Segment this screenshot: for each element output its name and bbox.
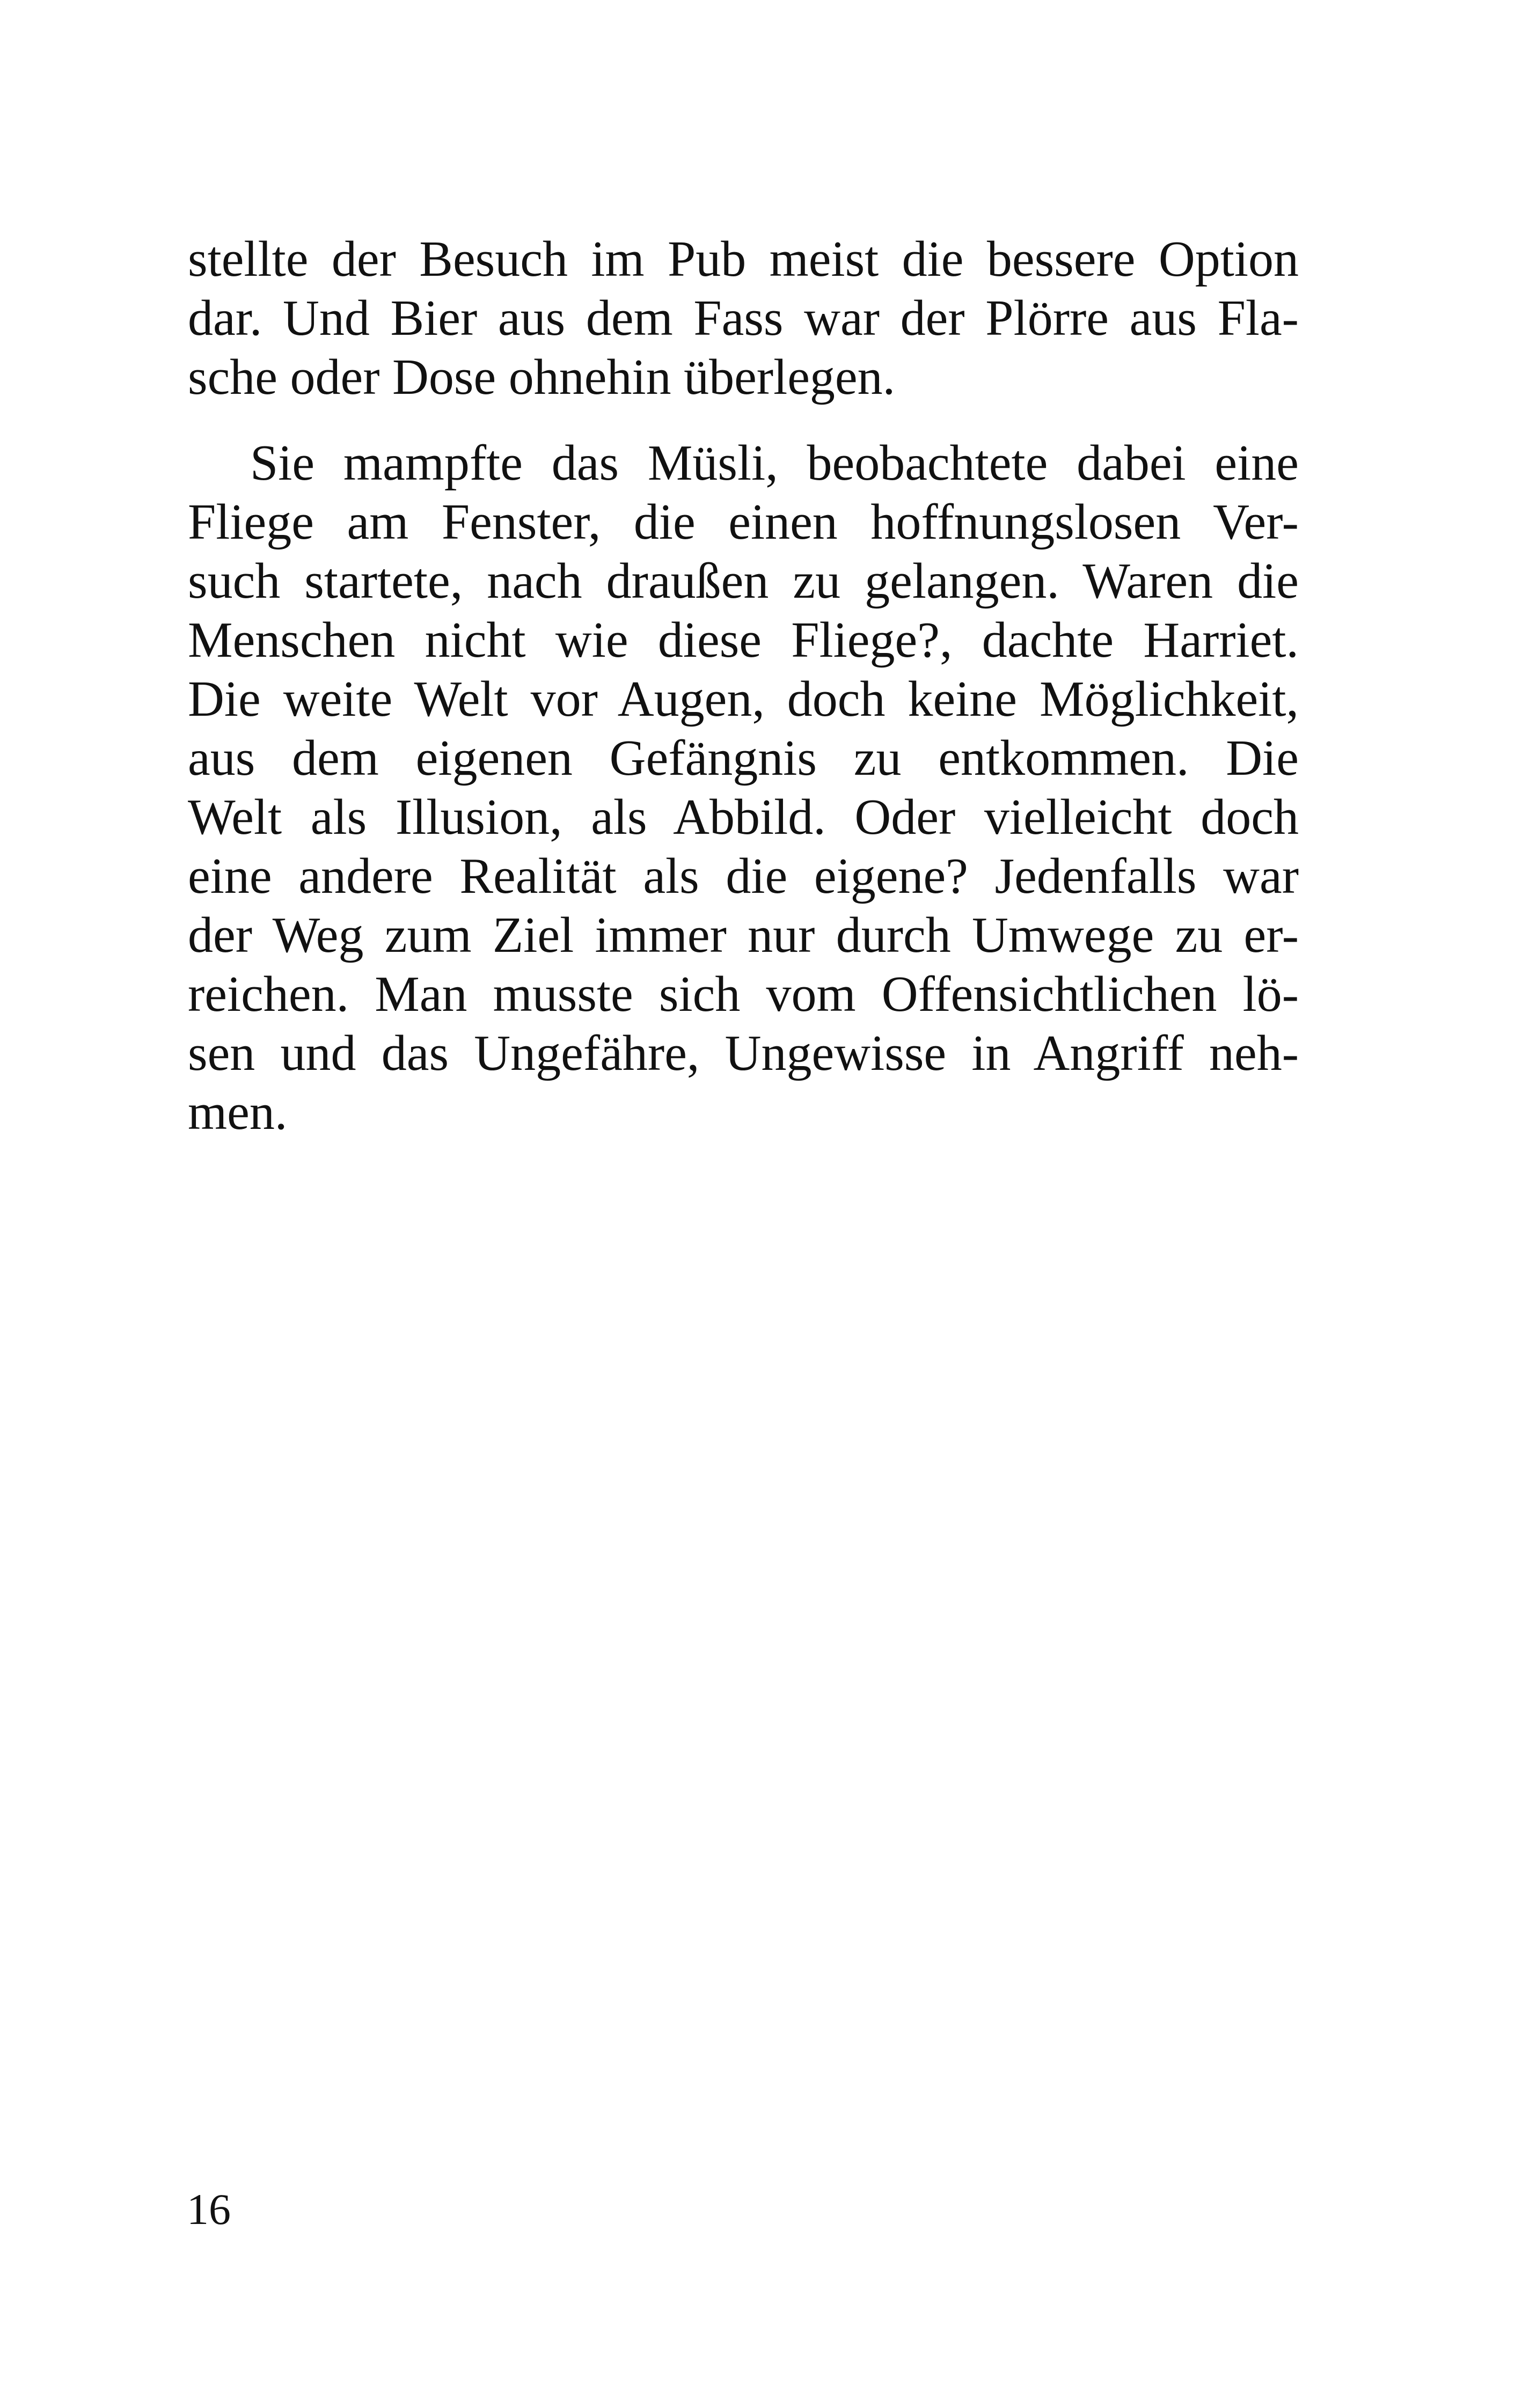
text-line: aus dem eigenen Gefängnis zu entkommen. Die (188, 730, 1299, 786)
text-line: such startete, nach draußen zu gelangen. Waren die (188, 553, 1299, 609)
paragraph-1 (188, 230, 1299, 407)
text-line: Fliege am Fenster, die einen hoffnungslosen Ver- (188, 494, 1299, 550)
text-line: reichen. Man musste sich vom Offensichtlichen lö- (188, 966, 1299, 1022)
text-line: Sie mampfte das Müsli, beobachtete dabei eine (250, 435, 1299, 491)
text-line: eine andere Realität als die eigene? Jedenfalls war (188, 848, 1299, 904)
paragraph-2 (188, 434, 1299, 1142)
text-line: men. (188, 1084, 288, 1140)
text-line: der Weg zum Ziel immer nur durch Umwege zu er- (188, 907, 1299, 963)
text-line: Menschen nicht wie diese Fliege?, dachte Harriet. (188, 612, 1299, 668)
text-line: sen und das Ungefähre, Ungewisse in Angriff neh- (188, 1025, 1299, 1081)
text-line: Die weite Welt vor Augen, doch keine Möglichkeit, (188, 671, 1299, 727)
text-line: Welt als Illusion, als Abbild. Oder vielleicht doch (188, 789, 1299, 845)
text-line: dar. Und Bier aus dem Fass war der Plörre aus Fla- (188, 290, 1299, 346)
text-line: stellte der Besuch im Pub meist die bessere Option (188, 231, 1299, 287)
page-number: 16 (187, 2185, 231, 2234)
text-line: sche oder Dose ohnehin überlegen. (188, 349, 896, 405)
